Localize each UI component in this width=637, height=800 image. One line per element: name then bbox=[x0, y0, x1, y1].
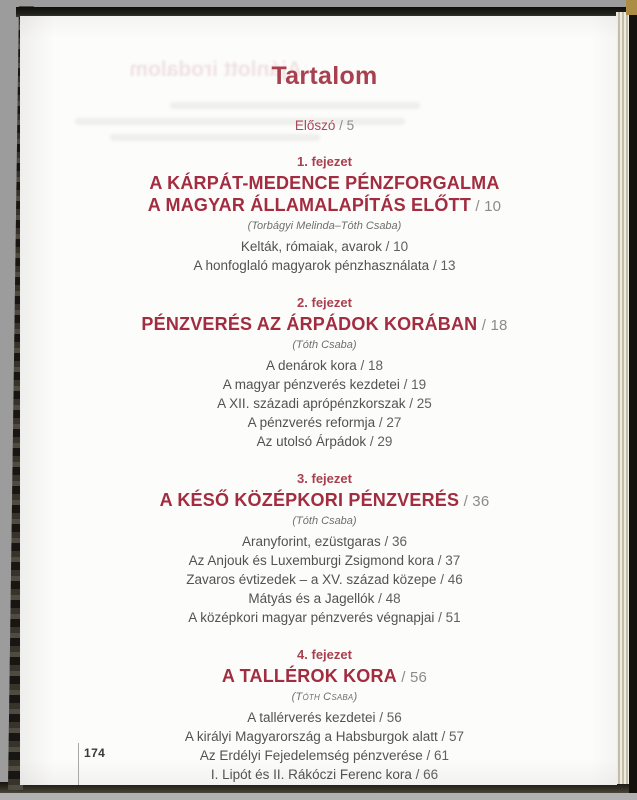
toc-item-page: / 56 bbox=[375, 710, 402, 725]
chapter-title bbox=[32, 489, 617, 513]
chapter-number-label: 2. fejezet bbox=[297, 295, 352, 310]
toc-item-label: A honfoglaló magyarok pénzhasználata bbox=[193, 258, 430, 273]
toc-item-page: / 61 bbox=[422, 748, 450, 763]
toc-item-page: / 66 bbox=[411, 767, 439, 782]
toc-item bbox=[32, 394, 617, 413]
chapter-section bbox=[32, 647, 617, 784]
chapter-number-label: 3. fejezet bbox=[297, 471, 352, 486]
chapter-items bbox=[32, 356, 617, 451]
toc-item bbox=[32, 256, 617, 275]
toc-item-label: Aranyforint, ezüstgaras bbox=[241, 534, 381, 549]
chapter-title-text: A KÉSŐ KÖZÉPKORI PÉNZVERÉS bbox=[159, 490, 460, 510]
toc-item-page: / 46 bbox=[436, 572, 463, 587]
page-stack-edge bbox=[616, 12, 629, 784]
chapter-title bbox=[32, 313, 617, 337]
chapter-page-number: / 56 bbox=[396, 669, 428, 686]
toc-item bbox=[32, 727, 617, 746]
chapter-items bbox=[32, 708, 617, 784]
toc-item-label: Zavaros évtizedek – a XV. század közepe bbox=[186, 572, 437, 587]
chapter-items bbox=[32, 532, 617, 627]
toc-item-page: / 48 bbox=[374, 591, 401, 606]
preface-page-number: / 5 bbox=[335, 118, 355, 133]
toc-item-page: / 25 bbox=[405, 396, 432, 411]
scanned-page bbox=[20, 16, 617, 785]
toc-item-label: Az Erdélyi Fejedelemség pénzverése bbox=[199, 748, 423, 763]
preface-label: Előszó bbox=[294, 118, 336, 133]
page-title: Tartalom bbox=[271, 62, 378, 90]
toc-item-label: A királyi Magyarország a Habsburgok alatt bbox=[184, 729, 438, 744]
toc-item-label: A középkori magyar pénzverés végnapjai bbox=[188, 610, 435, 625]
folio-rule bbox=[78, 743, 79, 785]
chapter-authors: (Tóth Csaba) bbox=[292, 515, 357, 527]
chapter-number-label: 1. fejezet bbox=[297, 154, 352, 169]
chapter-section bbox=[32, 295, 617, 451]
toc-item-label: A XII. századi aprópénzkorszak bbox=[217, 396, 406, 411]
chapter-items bbox=[32, 237, 617, 275]
toc-item bbox=[32, 375, 617, 394]
chapter-title bbox=[32, 172, 617, 218]
toc-item-page: / 51 bbox=[434, 610, 461, 625]
chapter-title bbox=[32, 665, 617, 689]
toc-item-page: / 27 bbox=[375, 415, 402, 430]
chapter-authors: (Tóth Csaba) bbox=[292, 339, 357, 351]
chapter-title-text: PÉNZVERÉS AZ ÁRPÁDOK KORÁBAN bbox=[141, 314, 478, 334]
toc-item bbox=[32, 413, 617, 432]
toc-item-label: Mátyás és a Jagellók bbox=[248, 591, 375, 606]
toc-item-page: / 57 bbox=[437, 729, 465, 744]
toc-item-page: / 29 bbox=[366, 434, 393, 449]
toc-item-page: / 10 bbox=[381, 239, 409, 254]
chapter-title-text: A TALLÉROK KORA bbox=[221, 666, 397, 686]
toc-item-page: / 13 bbox=[429, 258, 456, 273]
chapter-section bbox=[32, 154, 617, 275]
chapter-title-line bbox=[32, 489, 617, 513]
toc-item-label: I. Lipót és II. Rákóczi Ferenc kora bbox=[210, 767, 412, 782]
chapter-page-number: / 36 bbox=[459, 493, 490, 510]
toc-item bbox=[32, 551, 617, 570]
toc-item bbox=[32, 432, 617, 451]
toc-item-label: A magyar pénzverés kezdetei bbox=[222, 377, 400, 392]
toc-item bbox=[32, 765, 617, 784]
toc-item bbox=[32, 746, 617, 765]
toc-item bbox=[32, 589, 617, 608]
toc-item bbox=[32, 708, 617, 727]
chapter-authors: (Torbágyi Melinda–Tóth Csaba) bbox=[247, 220, 402, 232]
chapter-title-line bbox=[32, 172, 617, 194]
chapter-authors: (Tóth Csaba) bbox=[291, 691, 358, 703]
toc-item-page: / 18 bbox=[356, 358, 384, 373]
toc-item bbox=[32, 237, 617, 256]
chapter-page-number: / 10 bbox=[471, 198, 502, 215]
toc-item-label: A denárok kora bbox=[265, 358, 357, 373]
table-of-contents bbox=[20, 16, 617, 800]
toc-item bbox=[32, 570, 617, 589]
chapters bbox=[32, 154, 617, 784]
toc-item-page: / 36 bbox=[380, 534, 408, 549]
cover-corner bbox=[626, 0, 637, 15]
chapter-page-number: / 18 bbox=[477, 317, 508, 334]
showthrough-ghost-title: Ajánlott irodalom bbox=[129, 58, 302, 81]
folio-page-number: 174 bbox=[84, 746, 106, 760]
chapter-title-line bbox=[32, 194, 617, 218]
chapter-title-text: A MAGYAR ÁLLAMALAPÍTÁS ELŐTT bbox=[147, 195, 472, 215]
toc-item-page: / 19 bbox=[399, 377, 427, 392]
preface-entry bbox=[32, 117, 617, 134]
chapter-title-text: A KÁRPÁT-MEDENCE PÉNZFORGALMA bbox=[149, 173, 500, 193]
chapter-number-label: 4. fejezet bbox=[297, 647, 352, 662]
toc-item bbox=[32, 532, 617, 551]
chapter-title-line bbox=[32, 665, 617, 689]
toc-item-label: Az Anjouk és Luxemburgi Zsigmond kora bbox=[188, 553, 435, 568]
toc-item-label: Kelták, rómaiak, avarok bbox=[240, 239, 382, 254]
book-right-edge bbox=[629, 0, 637, 793]
chapter-section bbox=[32, 471, 617, 627]
chapter-title-line bbox=[32, 313, 617, 337]
toc-item-label: Az utolsó Árpádok bbox=[256, 434, 367, 449]
toc-item-label: A pénzverés reformja bbox=[247, 415, 376, 430]
toc-item-label: A tallérverés kezdetei bbox=[247, 710, 376, 725]
toc-item-page: / 37 bbox=[434, 553, 461, 568]
toc-item bbox=[32, 356, 617, 375]
toc-item bbox=[32, 608, 617, 627]
